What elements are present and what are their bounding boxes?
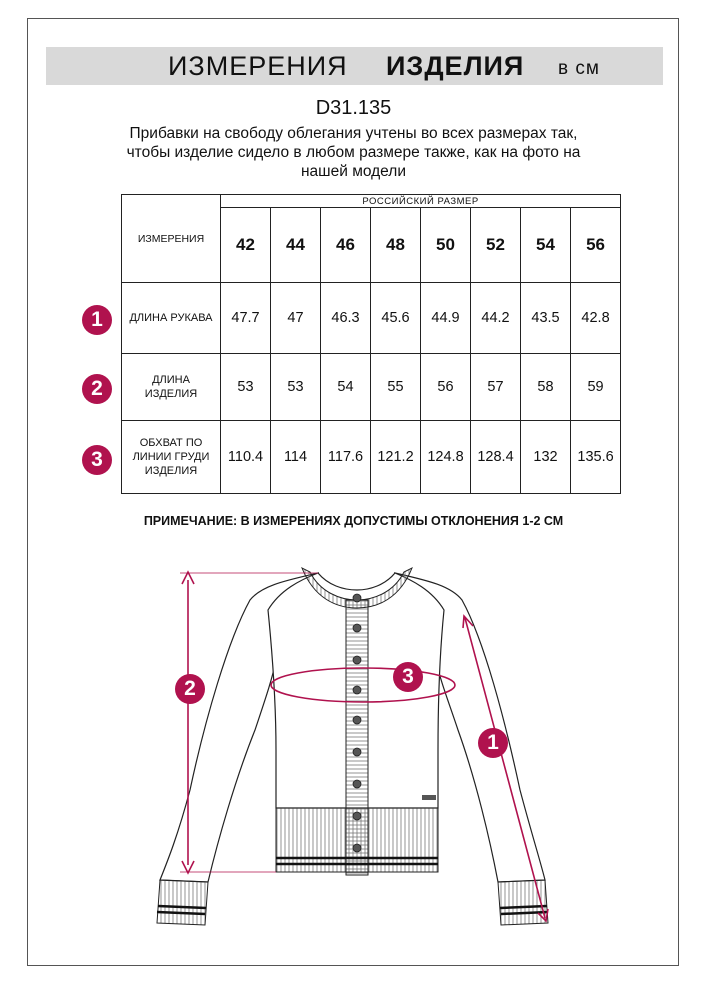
size-header: 44 xyxy=(271,208,321,283)
size-group-header: РОССИЙСКИЙ РАЗМЕР xyxy=(221,195,621,208)
table-cell: 42.8 xyxy=(571,283,621,354)
table-cell: 57 xyxy=(471,354,521,421)
sleeve-marker-badge: 1 xyxy=(478,728,508,758)
table-cell: 47.7 xyxy=(221,283,271,354)
row-label: ДЛИНА ИЗДЕЛИЯ xyxy=(122,354,221,421)
product-code: D31.135 xyxy=(315,97,392,119)
size-header: 46 xyxy=(321,208,371,283)
length-marker-badge: 2 xyxy=(175,674,205,704)
table-cell: 59 xyxy=(571,354,621,421)
left-cuff xyxy=(157,880,208,925)
table-cell: 58 xyxy=(521,354,571,421)
row-number-badge: 2 xyxy=(82,374,112,404)
table-cell: 114 xyxy=(271,421,321,494)
table-cell: 54 xyxy=(321,354,371,421)
table-cell: 47 xyxy=(271,283,321,354)
row-label: ДЛИНА РУКАВА xyxy=(122,283,221,354)
size-header: 56 xyxy=(571,208,621,283)
row-label: ОБХВАТ ПО ЛИНИИ ГРУДИ ИЗДЕЛИЯ xyxy=(122,421,221,494)
tolerance-note: ПРИМЕЧАНИЕ: В ИЗМЕРЕНИЯХ ДОПУСТИМЫ ОТКЛОНЕНИЯ 1-2 СМ xyxy=(143,514,564,528)
row-number-badge: 3 xyxy=(82,445,112,475)
brand-tag xyxy=(422,795,436,800)
table-cell: 132 xyxy=(521,421,571,494)
table-cell: 128.4 xyxy=(471,421,521,494)
size-header: 54 xyxy=(521,208,571,283)
title-unit: в см xyxy=(558,58,600,79)
table-cell: 46.3 xyxy=(321,283,371,354)
table-cell: 45.6 xyxy=(371,283,421,354)
fit-description: Прибавки на свободу облегания учтены во всех размерах так, чтобы изделие сидело в любом размере также, как на фото на нашей модели xyxy=(126,125,581,180)
row-number-badge: 1 xyxy=(82,305,112,335)
table-cell: 124.8 xyxy=(421,421,471,494)
table-cell: 117.6 xyxy=(321,421,371,494)
table-cell: 135.6 xyxy=(571,421,621,494)
table-cell: 56 xyxy=(421,354,471,421)
size-header: 42 xyxy=(221,208,271,283)
size-header: 50 xyxy=(421,208,471,283)
table-cell: 43.5 xyxy=(521,283,571,354)
table-cell: 44.2 xyxy=(471,283,521,354)
title-product: ИЗДЕЛИЯ xyxy=(386,51,525,81)
table-cell: 44.9 xyxy=(421,283,471,354)
table-cell: 53 xyxy=(221,354,271,421)
measurements-header: ИЗМЕРЕНИЯ xyxy=(122,195,221,283)
title-measurements: ИЗМЕРЕНИЯ xyxy=(168,51,348,81)
size-header: 52 xyxy=(471,208,521,283)
table-cell: 53 xyxy=(271,354,321,421)
table-cell: 110.4 xyxy=(221,421,271,494)
chest-marker-badge: 3 xyxy=(393,662,423,692)
table-cell: 121.2 xyxy=(371,421,421,494)
size-header: 48 xyxy=(371,208,421,283)
table-cell: 55 xyxy=(371,354,421,421)
